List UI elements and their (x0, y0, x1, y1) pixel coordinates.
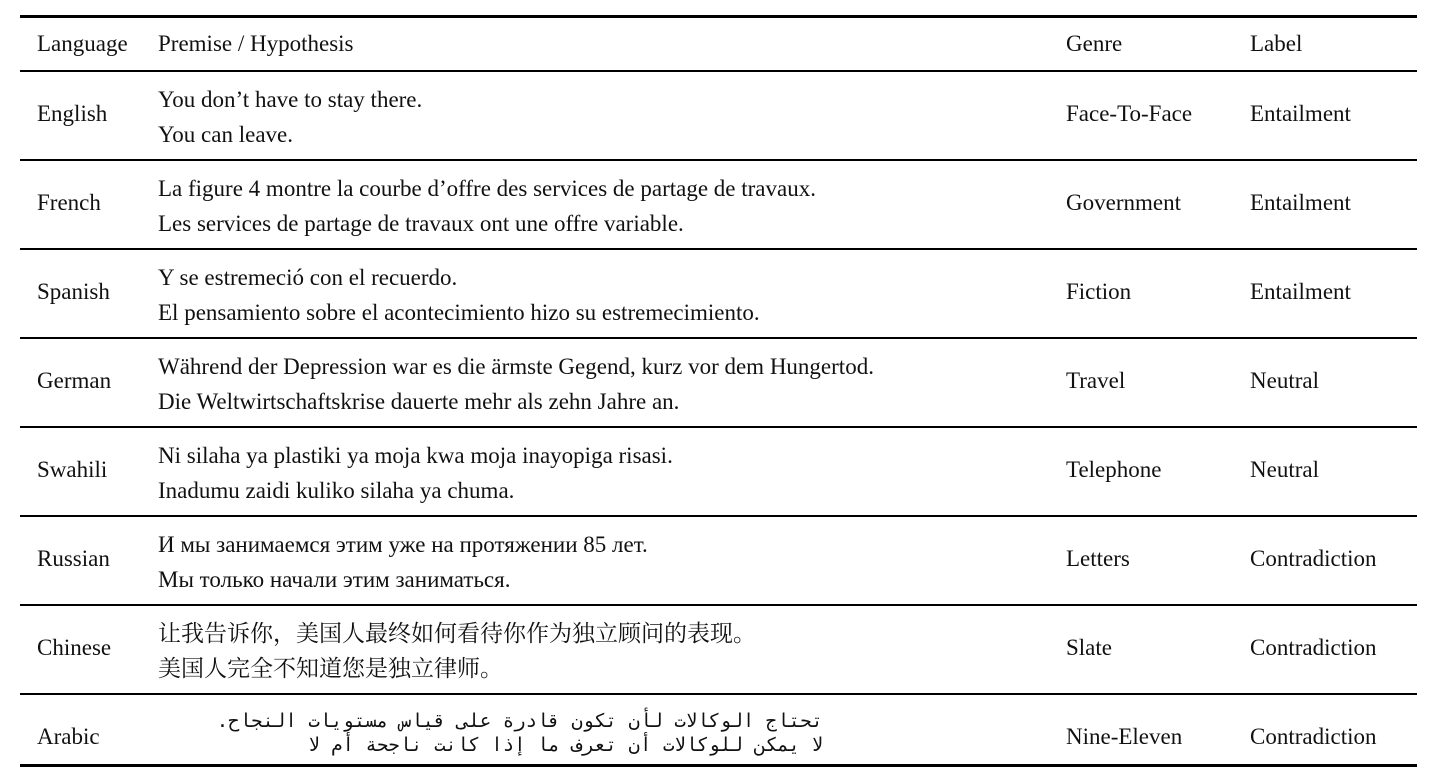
header-label: Label (1250, 31, 1303, 56)
table-row (20, 72, 1417, 161)
cell-premise-hypothesis (158, 709, 823, 757)
table-row (20, 606, 1417, 695)
header-row (20, 18, 1417, 72)
cell-language: English (37, 101, 108, 126)
cell-language: French (37, 190, 101, 215)
hypothesis-text: You can leave. (158, 122, 293, 147)
cell-language: Russian (37, 546, 110, 571)
cell-label: Entailment (1250, 279, 1351, 304)
bottom-rule (20, 764, 1417, 767)
cell-language: Swahili (37, 457, 108, 482)
cell-label: Neutral (1250, 457, 1319, 482)
table-row (20, 339, 1417, 428)
header-genre: Genre (1066, 31, 1123, 56)
cell-genre: Fiction (1066, 279, 1132, 304)
cell-label: Neutral (1250, 368, 1319, 393)
premise-text: La figure 4 montre la courbe d’offre des services de partage de travaux. (158, 176, 816, 201)
cell-genre: Face-To-Face (1066, 101, 1193, 126)
hypothesis-text: Les services de partage de travaux ont une offre variable. (158, 211, 684, 236)
table-row (20, 161, 1417, 250)
cell-premise-hypothesis (158, 171, 816, 241)
table-row (20, 428, 1417, 517)
hypothesis-text: Мы только начали этим заниматься. (158, 567, 511, 592)
cell-language: Spanish (37, 279, 110, 304)
cell-label: Entailment (1250, 101, 1351, 126)
premise-text: You don’t have to stay there. (158, 87, 423, 112)
table-row (20, 250, 1417, 339)
cell-genre: Slate (1066, 635, 1112, 660)
premise-text: И мы занимаемся этим уже на протяжении 85 лет. (158, 532, 648, 557)
cell-premise-hypothesis (158, 260, 760, 330)
cell-language: Arabic (37, 724, 100, 749)
premise-text: تحتاج الوكالات لأن تكون قادرة على قياس مستويات النجاح. (216, 710, 823, 732)
premise-text: Ni silaha ya plastiki ya moja kwa moja inayopiga risasi. (158, 443, 673, 468)
hypothesis-text: Die Weltwirtschaftskrise dauerte mehr als zehn Jahre an. (158, 389, 680, 414)
header-language: Language (37, 31, 128, 56)
cell-genre: Nine-Eleven (1066, 724, 1183, 749)
hypothesis-text: 美国人完全不知道您是独立律师。 (158, 656, 503, 681)
hypothesis-text: لا يمكن للوكالات أن تعرف ما إذا كانت ناجحة أم لا (308, 734, 823, 756)
cell-language: Chinese (37, 635, 112, 660)
cell-genre: Travel (1066, 368, 1126, 393)
cell-premise-hypothesis (158, 616, 756, 686)
cell-label: Contradiction (1250, 635, 1377, 660)
hypothesis-text: Inadumu zaidi kuliko silaha ya chuma. (158, 478, 515, 503)
cell-genre: Letters (1066, 546, 1130, 571)
premise-text: 让我告诉你，美国人最终如何看待你作为独立顾问的表现。 (158, 621, 756, 646)
premise-text: Während der Depression war es die ärmste Gegend, kurz vor dem Hungertod. (158, 354, 874, 379)
cell-genre: Telephone (1066, 457, 1162, 482)
cell-label: Entailment (1250, 190, 1351, 215)
cell-premise-hypothesis (158, 349, 874, 419)
cell-label: Contradiction (1250, 724, 1377, 749)
cell-genre: Government (1066, 190, 1181, 215)
cell-premise-hypothesis (158, 82, 422, 152)
premise-text: Y se estremeció con el recuerdo. (158, 265, 458, 290)
header-premise: Premise / Hypothesis (158, 31, 354, 56)
xnli-examples-table (20, 15, 1417, 767)
cell-premise-hypothesis (158, 438, 673, 508)
table-row (20, 517, 1417, 606)
cell-label: Contradiction (1250, 546, 1377, 571)
cell-premise-hypothesis (158, 527, 648, 597)
cell-language: German (37, 368, 112, 393)
hypothesis-text: El pensamiento sobre el acontecimiento hizo su estremecimiento. (158, 300, 760, 325)
table-row (20, 695, 1417, 764)
